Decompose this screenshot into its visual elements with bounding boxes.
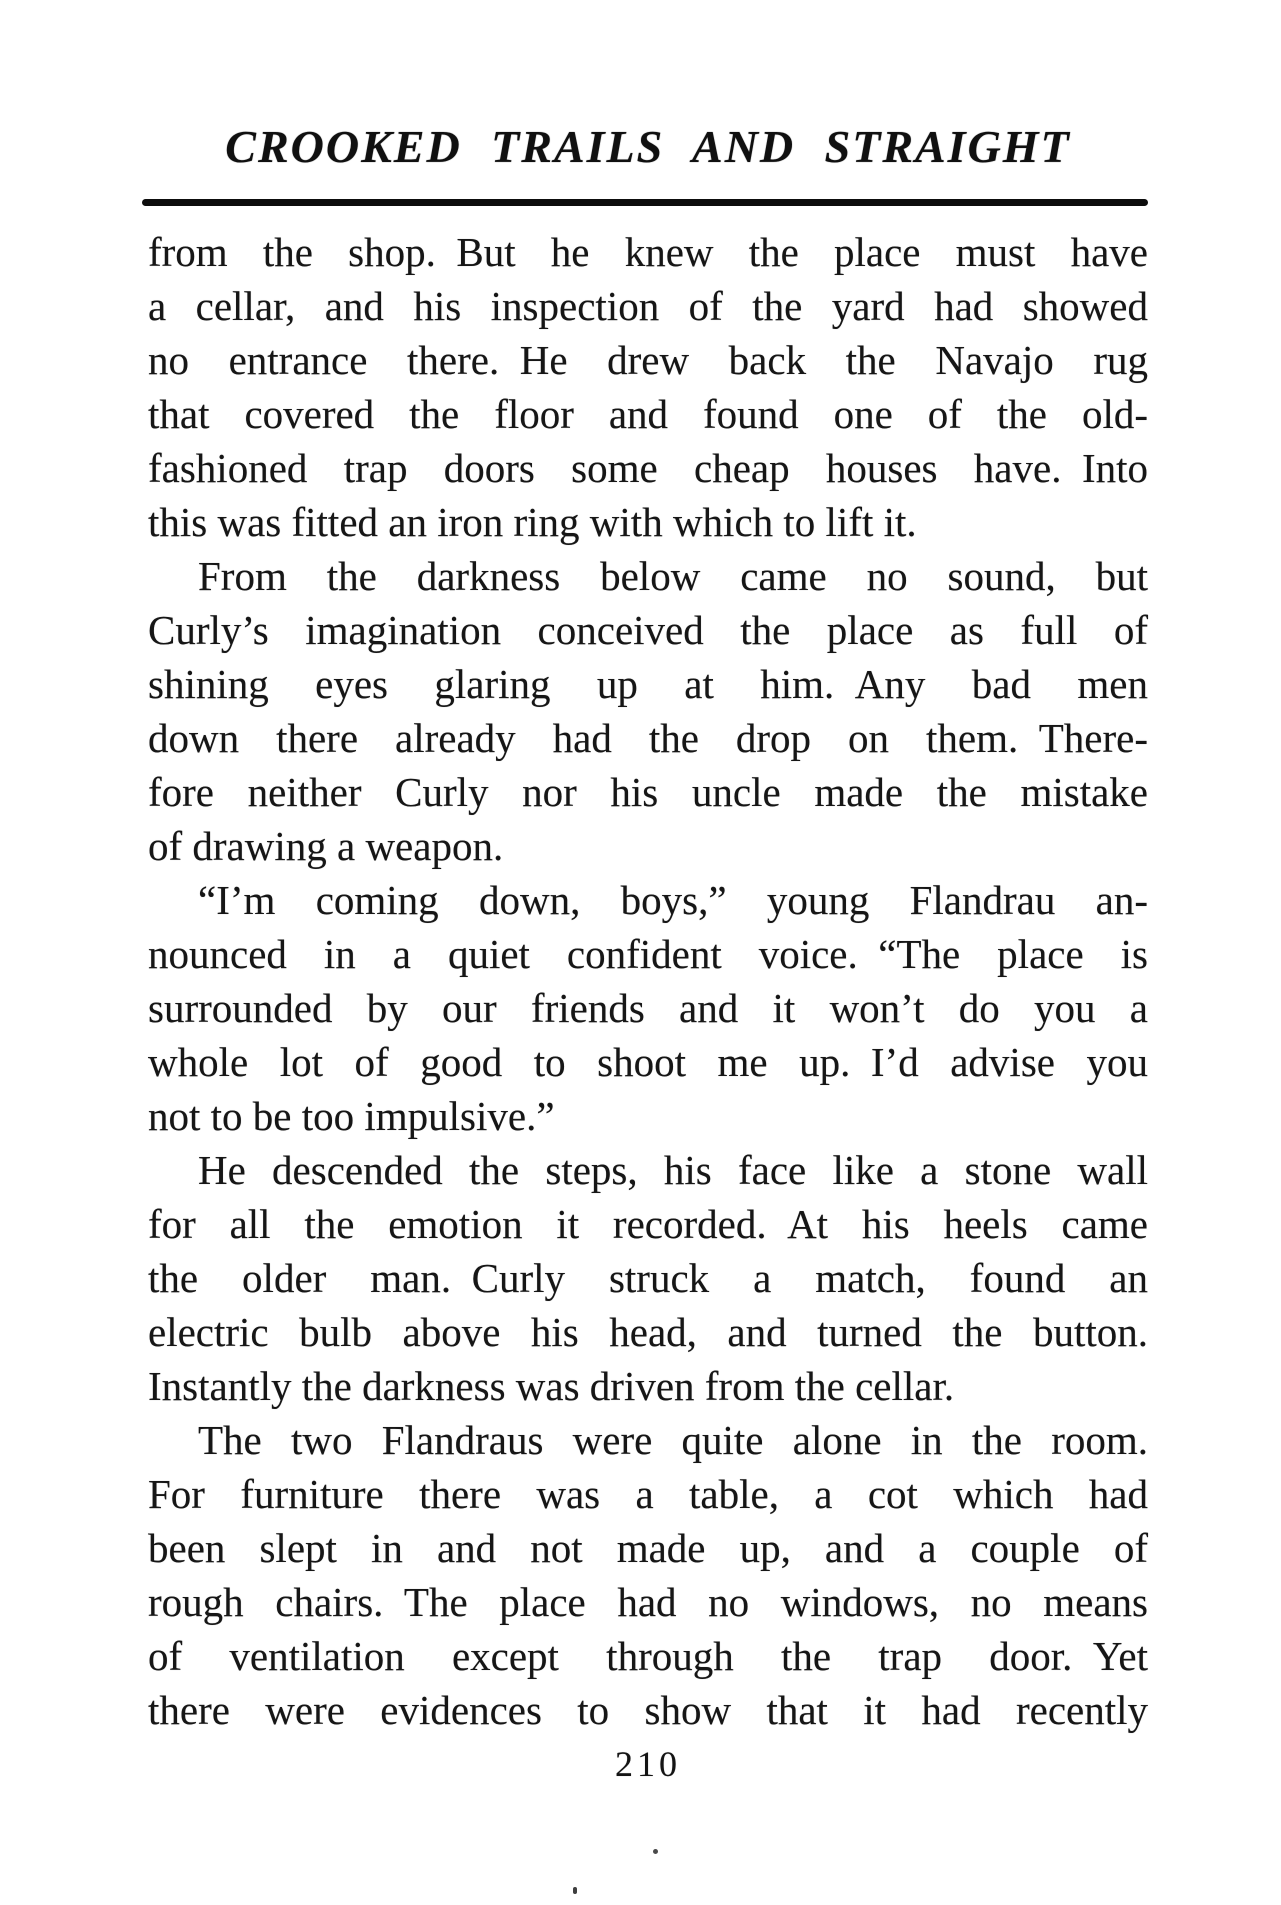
header-rule xyxy=(142,199,1148,206)
text-line: He descended the steps, his face like a stone wall xyxy=(198,1147,1148,1193)
text-line: whole lot of good to shoot me up. I’d advise you xyxy=(148,1039,1148,1085)
text-line: “I’m coming down, boys,” young Flandrau an- xyxy=(198,877,1148,923)
text-line: this was fitted an iron ring with which to lift it. xyxy=(148,499,917,545)
text-line: the older man. Curly struck a match, found an xyxy=(148,1255,1148,1301)
text-line: not to be too impulsive.” xyxy=(148,1093,555,1139)
text-line: been slept in and not made up, and a couple of xyxy=(148,1525,1148,1571)
text-line: that covered the floor and found one of the old- xyxy=(148,391,1148,437)
text-line: for all the emotion it recorded. At his heels came xyxy=(148,1201,1148,1247)
text-line: Instantly the darkness was driven from the cellar. xyxy=(148,1363,955,1409)
text-line: from the shop. But he knew the place must have xyxy=(148,229,1148,275)
text-line: no entrance there. He drew back the Navajo rug xyxy=(148,337,1148,383)
text-line: From the darkness below came no sound, but xyxy=(198,553,1148,599)
page-number: 210 xyxy=(615,1744,681,1784)
text-line: The two Flandraus were quite alone in the room. xyxy=(198,1417,1148,1463)
scan-speck xyxy=(653,1849,658,1854)
text-line: surrounded by our friends and it won’t do you a xyxy=(148,985,1148,1031)
text-line: of drawing a weapon. xyxy=(148,823,504,869)
text-line: fore neither Curly nor his uncle made the mistake xyxy=(148,769,1148,815)
running-head-title: CROOKED TRAILS AND STRAIGHT xyxy=(225,121,1071,172)
text-line: electric bulb above his head, and turned the button. xyxy=(148,1309,1148,1355)
page-text xyxy=(148,225,1148,1737)
text-line: shining eyes glaring up at him. Any bad men xyxy=(148,661,1148,707)
text-line: down there already had the drop on them. There- xyxy=(148,715,1148,761)
text-line: nounced in a quiet confident voice. “The place is xyxy=(148,931,1148,977)
text-line: fashioned trap doors some cheap houses have. Into xyxy=(148,445,1148,491)
text-line: a cellar, and his inspection of the yard had showed xyxy=(148,283,1148,329)
text-line: Curly’s imagination conceived the place as full of xyxy=(148,607,1148,653)
text-line: rough chairs. The place had no windows, no means xyxy=(148,1579,1148,1625)
scan-speck xyxy=(573,1887,577,1894)
text-line: For furniture there was a table, a cot which had xyxy=(148,1471,1148,1517)
text-line: there were evidences to show that it had recently xyxy=(148,1687,1148,1733)
text-line: of ventilation except through the trap door. Yet xyxy=(148,1633,1148,1679)
